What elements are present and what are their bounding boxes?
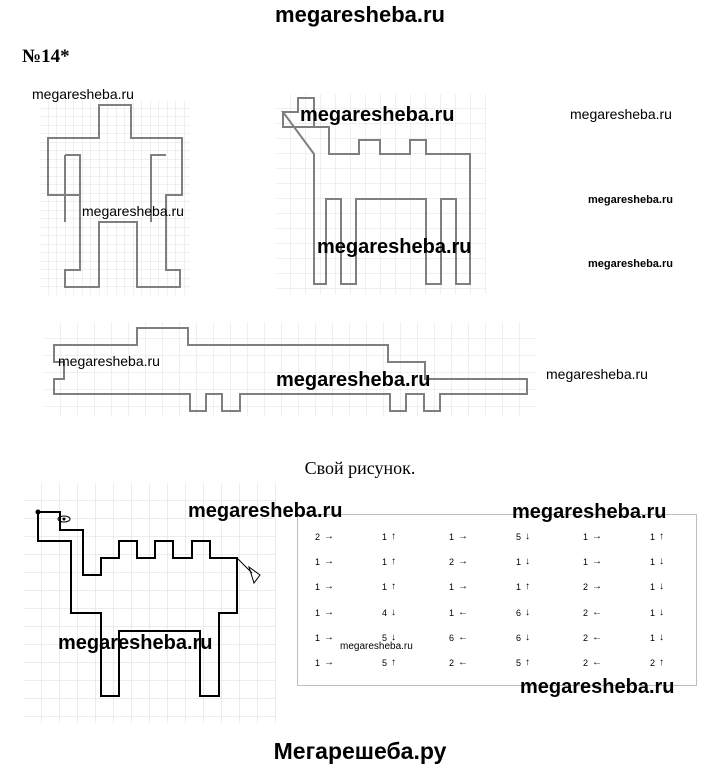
- watermark: megaresheba.ru: [588, 194, 673, 206]
- page-footer-site: Мегарешеба.ру: [273, 738, 447, 764]
- direction-cell: 2 ←: [582, 632, 602, 643]
- table-row: [298, 578, 696, 598]
- direction-cell: 1 ↓: [649, 607, 664, 618]
- direction-cell: 1 ↓: [649, 556, 664, 567]
- direction-cell: 4 ↓: [381, 607, 396, 618]
- watermark: megaresheba.ru: [32, 86, 134, 102]
- table-row: [298, 654, 696, 674]
- watermark: megaresheba.ru: [188, 500, 343, 522]
- direction-table: [297, 514, 697, 686]
- direction-cell: 5 ↑: [515, 657, 530, 668]
- direction-cell: 1 ↓: [515, 556, 530, 567]
- watermark: megaresheba.ru: [317, 236, 472, 258]
- direction-cell: 1 ↑: [515, 581, 530, 592]
- direction-cell: 6 ↓: [515, 632, 530, 643]
- direction-cell: 5 ↑: [381, 657, 396, 668]
- watermark: megaresheba.ru: [58, 353, 160, 369]
- direction-cell: 2 ↑: [649, 657, 664, 668]
- page-header-site: megaresheba.ru: [275, 2, 445, 27]
- direction-cell: 1 ↑: [381, 581, 396, 592]
- direction-cell: 1 →: [314, 581, 334, 592]
- direction-cell: 2 ←: [448, 657, 468, 668]
- watermark: megaresheba.ru: [58, 632, 213, 654]
- table-row: [298, 553, 696, 573]
- watermark: megaresheba.ru: [512, 501, 667, 523]
- direction-cell: 2 ←: [582, 607, 602, 618]
- direction-cell: 1 →: [314, 657, 334, 668]
- direction-cell: 6 ←: [448, 632, 468, 643]
- task-number: №14*: [22, 46, 70, 67]
- watermark: megaresheba.ru: [82, 203, 184, 219]
- direction-cell: 1 →: [448, 581, 468, 592]
- robot-figure: [40, 100, 190, 295]
- watermark: megaresheba.ru: [588, 258, 673, 270]
- table-row: [298, 604, 696, 624]
- direction-cell: 1 →: [314, 556, 334, 567]
- direction-cell: 6 ↓: [515, 607, 530, 618]
- direction-cell: 1 →: [314, 607, 334, 618]
- watermark: megaresheba.ru: [520, 676, 675, 698]
- watermark: megaresheba.ru: [340, 641, 413, 652]
- watermark: megaresheba.ru: [300, 104, 455, 126]
- direction-cell: 1 ↑: [381, 556, 396, 567]
- direction-cell: 1 ↑: [381, 531, 396, 542]
- direction-cell: 1 ↓: [649, 632, 664, 643]
- direction-cell: 2 →: [582, 581, 602, 592]
- direction-cell: 1 ↓: [649, 581, 664, 592]
- direction-cell: 2 →: [448, 556, 468, 567]
- direction-cell: 1 →: [448, 531, 468, 542]
- watermark: megaresheba.ru: [570, 106, 672, 122]
- direction-cell: 2 ←: [582, 657, 602, 668]
- direction-cell: 2 →: [314, 531, 334, 542]
- watermark: megaresheba.ru: [276, 369, 431, 391]
- direction-cell: 1 →: [582, 556, 602, 567]
- direction-cell: 1 →: [582, 531, 602, 542]
- direction-cell: 1 →: [314, 632, 334, 643]
- direction-cell: 5 ↓: [515, 531, 530, 542]
- caption-own-drawing: Свой рисунок.: [304, 458, 416, 478]
- watermark: megaresheba.ru: [546, 366, 648, 382]
- direction-cell: 1 ↑: [649, 531, 664, 542]
- table-row: [298, 528, 696, 548]
- direction-cell: 1 ←: [448, 607, 468, 618]
- direction-cell: 5 ↓: [381, 632, 396, 643]
